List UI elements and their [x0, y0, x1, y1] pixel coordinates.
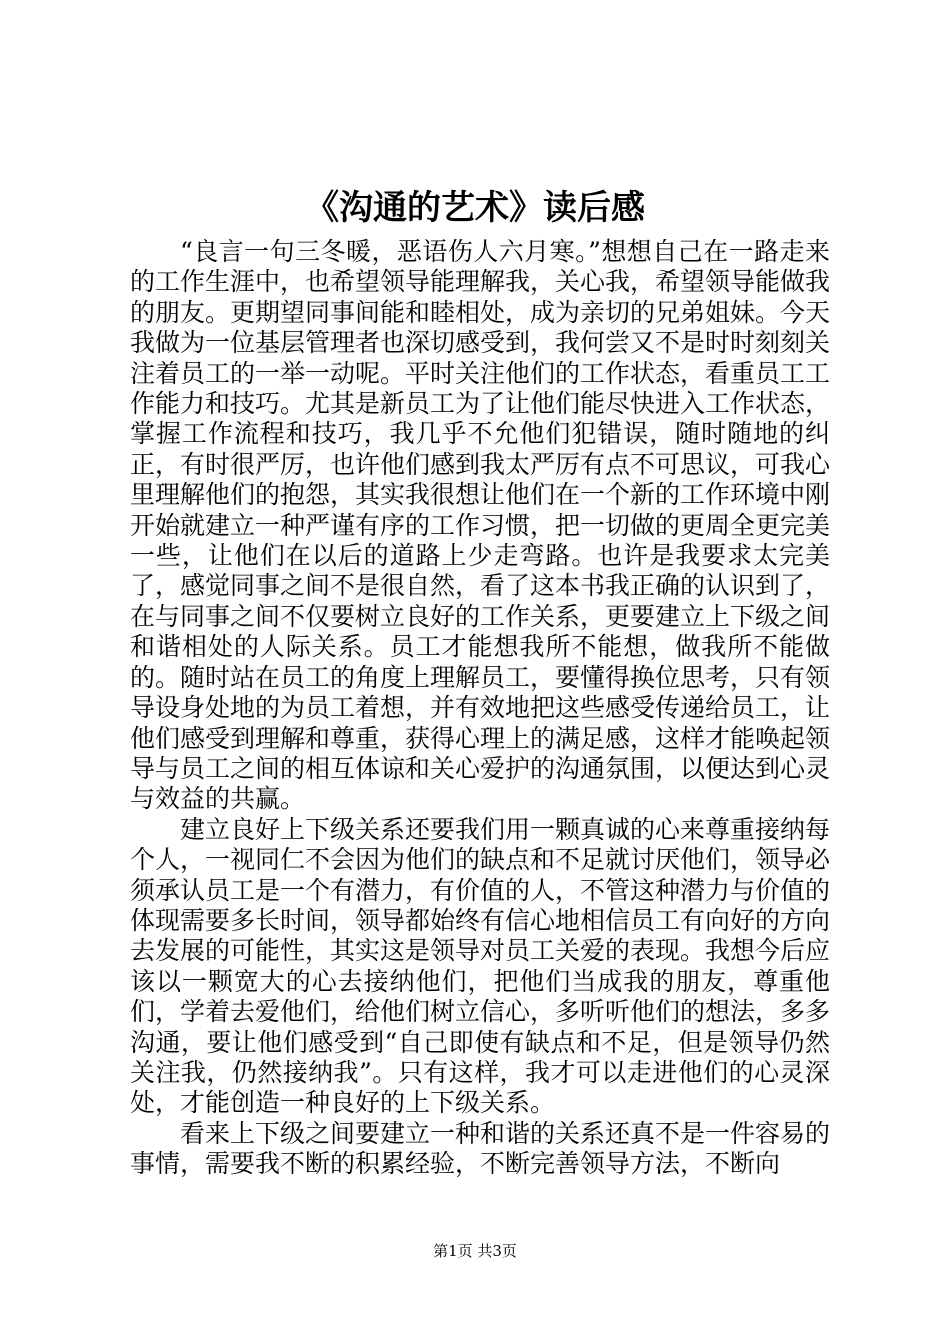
document-body — [130, 237, 830, 1180]
paragraph-2: 建立良好上下级关系还要我们用一颗真诚的心来尊重接纳每个人，一视同仁不会因为他们的缺点和不足就讨厌他们，领导必须承认员工是一个有潜力，有价值的人，不管这种潜力与价值的体现需要多长时间，领导都始终有信心地相信员工有向好的方向去发展的可能性，其实这是领导对员工关爱的表现。我想今后应该以一颗宽大的心去接纳他们，把他们当成我的朋友，尊重他们，学着去爱他们，给他们树立信心，多听听他们的想法，多多沟通，要让他们感受到“自己即使有缺点和不足，但是领导仍然关注我，仍然接纳我”。只有这样，我才可以走进他们的心灵深处，才能创造一种良好的上下级关系。 — [130, 814, 831, 1118]
document-title: 《沟通的艺术》读后感 — [305, 188, 645, 228]
page-footer: 第1页 共3页 — [433, 1242, 517, 1260]
paragraph-3: 看来上下级之间要建立一种和谐的关系还真不是一件容易的事情，需要我不断的积累经验，不断完善领导方法，不断向 — [130, 1118, 831, 1179]
paragraph-1: “良言一句三冬暖，恶语伤人六月寒。”想想自己在一路走来的工作生涯中，也希望领导能理解我，关心我，希望领导能做我的朋友。更期望同事间能和睦相处，成为亲切的兄弟姐妹。今天我做为一位基层管理者也深切感受到，我何尝又不是时时刻刻关注着员工的一举一动呢。平时关注他们的工作状态，看重员工工作能力和技巧。尤其是新员工为了让他们能尽快进入工作状态，掌握工作流程和技巧，我几乎不允他们犯错误，随时随地的纠正，有时很严厉，也许他们感到我太严厉有点不可思议，可我心里理解他们的抱怨，其实我很想让他们在一个新的工作环境中刚开始就建立一种严谨有序的工作习惯，把一切做的更周全更完美一些，让他们在以后的道路上少走弯路。也许是我要求太完美了，感觉同事之间不是很自然，看了这本书我正确的认识到了，在与同事之间不仅要树立良好的工作关系，更要建立上下级之间和谐相处的人际关系。员工才能想我所不能想，做我所不能做的。随时站在员工的角度上理解员工，要懂得换位思考，只有领导设身处地的为员工着想，并有效地把这些感受传递给员工，让他们感受到理解和尊重，获得心理上的满足感，这样才能唤起领导与员工之间的相互体谅和关心爱护的沟通氛围，以便达到心灵与效益的共赢。 — [130, 237, 831, 814]
